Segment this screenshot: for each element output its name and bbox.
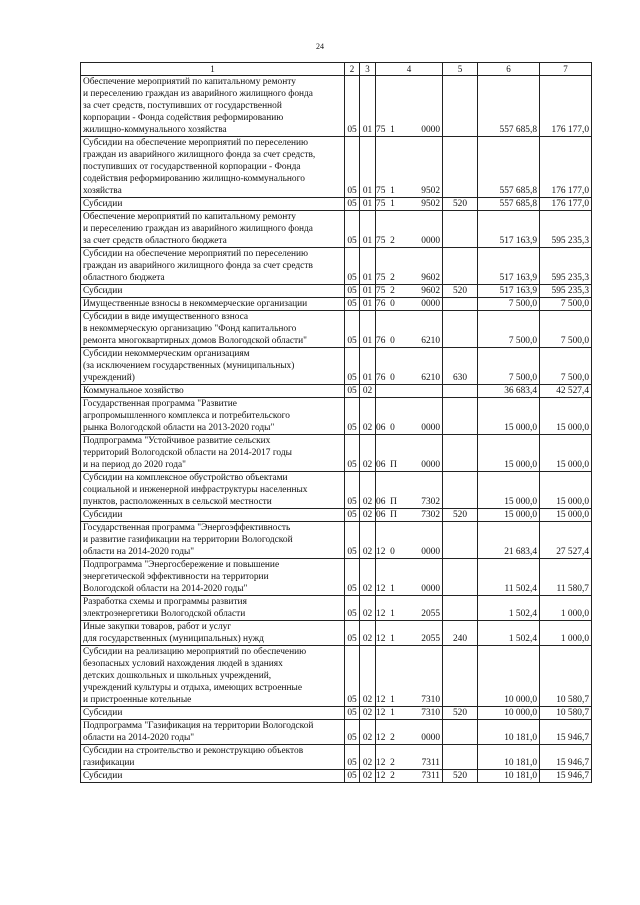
podrazdel-code: 01 [360, 137, 376, 198]
razdel-code: 05 [345, 137, 360, 198]
razdel-code: 05 [345, 646, 360, 707]
page-number: 24 [316, 42, 324, 51]
direction-code: 7310 [408, 707, 443, 720]
amount-col-6: 10 000,0 [478, 707, 540, 720]
program-code: 06 П [376, 435, 408, 472]
row-name: Субсидии в виде имущественного взноса в некоммерческую организацию "Фонд капитального ремонта многоквартирных домов Вологодской области" [81, 311, 345, 348]
direction-code: 0000 [408, 398, 443, 435]
podrazdel-code: 02 [360, 596, 376, 621]
program-code: 75 2 [376, 211, 408, 248]
razdel-code: 05 [345, 385, 360, 398]
expense-type-code [443, 435, 478, 472]
expense-type-code [443, 211, 478, 248]
amount-col-6: 10 181,0 [478, 720, 540, 745]
expense-type-code: 520 [443, 198, 478, 211]
program-code: 12 0 [376, 522, 408, 559]
expense-type-code [443, 311, 478, 348]
razdel-code: 05 [345, 298, 360, 311]
row-name: Субсидии на обеспечение мероприятий по переселению граждан из аварийного жилищного фонда за счет средств, поступивших от государственной корпорации - Фонда содействия реформированию жилищно-коммунального хозяйства [81, 137, 345, 198]
row-name: Субсидии [81, 770, 345, 783]
razdel-code: 05 [345, 621, 360, 646]
program-code: 76 0 [376, 348, 408, 385]
razdel-code: 05 [345, 198, 360, 211]
table-row [81, 348, 592, 385]
podrazdel-code: 02 [360, 646, 376, 707]
direction-code: 7302 [408, 509, 443, 522]
podrazdel-code: 02 [360, 472, 376, 509]
row-name: Субсидии [81, 285, 345, 298]
amount-col-7: 1 000,0 [540, 621, 592, 646]
razdel-code: 05 [345, 76, 360, 137]
podrazdel-code: 02 [360, 621, 376, 646]
direction-code: 9502 [408, 198, 443, 211]
expense-type-code [443, 522, 478, 559]
expense-type-code [443, 472, 478, 509]
podrazdel-code: 02 [360, 770, 376, 783]
amount-col-6: 517 163,9 [478, 285, 540, 298]
budget-table [80, 62, 592, 783]
razdel-code: 05 [345, 720, 360, 745]
header-col-6: 6 [478, 63, 540, 76]
expense-type-code: 630 [443, 348, 478, 385]
amount-col-7: 1 000,0 [540, 596, 592, 621]
direction-code: 7310 [408, 646, 443, 707]
table-row [81, 311, 592, 348]
razdel-code: 05 [345, 435, 360, 472]
amount-col-7: 15 000,0 [540, 472, 592, 509]
razdel-code: 05 [345, 745, 360, 770]
expense-type-code: 520 [443, 707, 478, 720]
amount-col-7: 176 177,0 [540, 76, 592, 137]
amount-col-6: 1 502,4 [478, 596, 540, 621]
header-col-5: 5 [443, 63, 478, 76]
table-row [81, 435, 592, 472]
amount-col-7: 15 946,7 [540, 745, 592, 770]
row-name: Субсидии [81, 509, 345, 522]
table-row [81, 198, 592, 211]
podrazdel-code: 02 [360, 435, 376, 472]
razdel-code: 05 [345, 285, 360, 298]
header-col-7: 7 [540, 63, 592, 76]
podrazdel-code: 02 [360, 522, 376, 559]
table-row [81, 621, 592, 646]
program-code: 12 1 [376, 707, 408, 720]
podrazdel-code: 02 [360, 707, 376, 720]
podrazdel-code: 01 [360, 298, 376, 311]
razdel-code: 05 [345, 509, 360, 522]
table-row [81, 720, 592, 745]
program-code: 75 2 [376, 285, 408, 298]
amount-col-7: 595 235,3 [540, 211, 592, 248]
podrazdel-code: 01 [360, 211, 376, 248]
program-code: 75 1 [376, 137, 408, 198]
program-code: 76 0 [376, 311, 408, 348]
row-name: Подпрограмма "Газификация на территории Вологодской области на 2014-2020 годы" [81, 720, 345, 745]
amount-col-7: 15 000,0 [540, 398, 592, 435]
row-name: Обеспечение мероприятий по капитальному ремонту и переселению граждан из аварийного жилищного фонда за счет средств областного бюджета [81, 211, 345, 248]
row-name: Субсидии некоммерческим организациям (за исключением государственных (муниципальных) учреждений) [81, 348, 345, 385]
table-row [81, 285, 592, 298]
expense-type-code: 240 [443, 621, 478, 646]
program-code: 06 П [376, 509, 408, 522]
header-col-4: 4 [376, 63, 443, 76]
program-code: 06 0 [376, 398, 408, 435]
expense-type-code [443, 298, 478, 311]
expense-type-code [443, 720, 478, 745]
expense-type-code [443, 76, 478, 137]
amount-col-6: 7 500,0 [478, 348, 540, 385]
program-code: 75 1 [376, 76, 408, 137]
program-code: 12 1 [376, 596, 408, 621]
row-name: Субсидии на реализацию мероприятий по обеспечению безопасных условий нахождения людей в зданиях детских дошкольных и школьных учреждений, учреждений культуры и отдыха, имеющих встроенные и пристроенные котельные [81, 646, 345, 707]
amount-col-7: 15 946,7 [540, 770, 592, 783]
direction-code: 0000 [408, 298, 443, 311]
amount-col-7: 15 946,7 [540, 720, 592, 745]
table-row [81, 385, 592, 398]
amount-col-7: 10 580,7 [540, 707, 592, 720]
amount-col-7: 15 000,0 [540, 509, 592, 522]
direction-code: 9602 [408, 285, 443, 298]
row-name: Имущественные взносы в некоммерческие организации [81, 298, 345, 311]
header-row [81, 63, 592, 76]
direction-code: 0000 [408, 720, 443, 745]
amount-col-6: 10 181,0 [478, 745, 540, 770]
expense-type-code: 520 [443, 285, 478, 298]
row-name: Подпрограмма "Устойчивое развитие сельских территорий Вологодской области на 2014-2017 годы и на период до 2020 года" [81, 435, 345, 472]
podrazdel-code: 02 [360, 745, 376, 770]
direction-code: 6210 [408, 348, 443, 385]
program-code: 12 1 [376, 646, 408, 707]
direction-code: 7311 [408, 745, 443, 770]
header-col-2: 2 [345, 63, 360, 76]
razdel-code: 05 [345, 707, 360, 720]
table-row [81, 248, 592, 285]
amount-col-6: 557 685,8 [478, 137, 540, 198]
razdel-code: 05 [345, 248, 360, 285]
amount-col-7: 595 235,3 [540, 248, 592, 285]
razdel-code: 05 [345, 348, 360, 385]
amount-col-7: 176 177,0 [540, 198, 592, 211]
row-name: Субсидии на обеспечение мероприятий по переселению граждан из аварийного жилищного фонда за счет средств областного бюджета [81, 248, 345, 285]
row-name: Субсидии [81, 707, 345, 720]
program-code [376, 385, 408, 398]
program-code: 06 П [376, 472, 408, 509]
amount-col-6: 11 502,4 [478, 559, 540, 596]
direction-code [408, 385, 443, 398]
table-row [81, 707, 592, 720]
program-code: 12 2 [376, 770, 408, 783]
razdel-code: 05 [345, 398, 360, 435]
amount-col-6: 1 502,4 [478, 621, 540, 646]
amount-col-6: 7 500,0 [478, 311, 540, 348]
podrazdel-code: 01 [360, 198, 376, 211]
podrazdel-code: 02 [360, 509, 376, 522]
program-code: 12 2 [376, 745, 408, 770]
expense-type-code: 520 [443, 509, 478, 522]
razdel-code: 05 [345, 522, 360, 559]
amount-col-7: 595 235,3 [540, 285, 592, 298]
podrazdel-code: 01 [360, 311, 376, 348]
program-code: 12 1 [376, 559, 408, 596]
row-name: Иные закупки товаров, работ и услуг для государственных (муниципальных) нужд [81, 621, 345, 646]
row-name: Субсидии [81, 198, 345, 211]
table-row [81, 509, 592, 522]
expense-type-code [443, 646, 478, 707]
table-row [81, 472, 592, 509]
table-row [81, 522, 592, 559]
amount-col-6: 557 685,8 [478, 198, 540, 211]
razdel-code: 05 [345, 472, 360, 509]
expense-type-code [443, 559, 478, 596]
amount-col-7: 15 000,0 [540, 435, 592, 472]
direction-code: 2055 [408, 596, 443, 621]
table-row [81, 298, 592, 311]
direction-code: 7302 [408, 472, 443, 509]
amount-col-6: 15 000,0 [478, 398, 540, 435]
row-name: Коммунальное хозяйство [81, 385, 345, 398]
podrazdel-code: 02 [360, 398, 376, 435]
program-code: 12 2 [376, 720, 408, 745]
amount-col-6: 36 683,4 [478, 385, 540, 398]
razdel-code: 05 [345, 311, 360, 348]
podrazdel-code: 01 [360, 348, 376, 385]
program-code: 75 2 [376, 248, 408, 285]
amount-col-6: 15 000,0 [478, 509, 540, 522]
expense-type-code [443, 596, 478, 621]
direction-code: 6210 [408, 311, 443, 348]
podrazdel-code: 01 [360, 248, 376, 285]
razdel-code: 05 [345, 211, 360, 248]
table-row [81, 211, 592, 248]
row-name: Субсидии на комплексное обустройство объектами социальной и инженерной инфраструктуры населенных пунктов, расположенных в сельской местности [81, 472, 345, 509]
direction-code: 7311 [408, 770, 443, 783]
amount-col-6: 10 181,0 [478, 770, 540, 783]
direction-code: 0000 [408, 76, 443, 137]
row-name: Государственная программа "Энергоэффективность и развитие газификации на территории Вологодской области на 2014-2020 годы" [81, 522, 345, 559]
table-row [81, 745, 592, 770]
podrazdel-code: 02 [360, 720, 376, 745]
expense-type-code [443, 137, 478, 198]
table-row [81, 137, 592, 198]
expense-type-code: 520 [443, 770, 478, 783]
razdel-code: 05 [345, 596, 360, 621]
row-name: Разработка схемы и программы развития электроэнергетики Вологодской области [81, 596, 345, 621]
razdel-code: 05 [345, 559, 360, 596]
expense-type-code [443, 398, 478, 435]
amount-col-6: 10 000,0 [478, 646, 540, 707]
direction-code: 9502 [408, 137, 443, 198]
razdel-code: 05 [345, 770, 360, 783]
row-name: Обеспечение мероприятий по капитальному ремонту и переселению граждан из аварийного жилищного фонда за счет средств, поступивших от государственной корпорации - Фонда содействия реформированию жилищно-коммунального хозяйства [81, 76, 345, 137]
table-row [81, 770, 592, 783]
amount-col-6: 7 500,0 [478, 298, 540, 311]
podrazdel-code: 01 [360, 76, 376, 137]
amount-col-7: 7 500,0 [540, 311, 592, 348]
row-name: Государственная программа "Развитие агропромышленного комплекса и потребительского рынка Вологодской области на 2013-2020 годы" [81, 398, 345, 435]
table-row [81, 398, 592, 435]
amount-col-7: 11 580,7 [540, 559, 592, 596]
direction-code: 0000 [408, 211, 443, 248]
header-col-3: 3 [360, 63, 376, 76]
program-code: 12 1 [376, 621, 408, 646]
podrazdel-code: 02 [360, 385, 376, 398]
direction-code: 0000 [408, 559, 443, 596]
amount-col-7: 176 177,0 [540, 137, 592, 198]
amount-col-7: 42 527,4 [540, 385, 592, 398]
direction-code: 0000 [408, 435, 443, 472]
expense-type-code [443, 385, 478, 398]
podrazdel-code: 02 [360, 559, 376, 596]
header-col-1: 1 [81, 63, 345, 76]
expense-type-code [443, 248, 478, 285]
table-row [81, 76, 592, 137]
amount-col-6: 517 163,9 [478, 248, 540, 285]
direction-code: 0000 [408, 522, 443, 559]
program-code: 75 1 [376, 198, 408, 211]
amount-col-6: 557 685,8 [478, 76, 540, 137]
amount-col-7: 27 527,4 [540, 522, 592, 559]
program-code: 76 0 [376, 298, 408, 311]
amount-col-6: 15 000,0 [478, 435, 540, 472]
amount-col-7: 7 500,0 [540, 348, 592, 385]
table-row [81, 596, 592, 621]
amount-col-6: 21 683,4 [478, 522, 540, 559]
amount-col-7: 10 580,7 [540, 646, 592, 707]
amount-col-6: 15 000,0 [478, 472, 540, 509]
direction-code: 2055 [408, 621, 443, 646]
row-name: Субсидии на строительство и реконструкцию объектов газификации [81, 745, 345, 770]
table-row [81, 559, 592, 596]
table-row [81, 646, 592, 707]
amount-col-7: 7 500,0 [540, 298, 592, 311]
row-name: Подпрограмма "Энергосбережение и повышение энергетической эффективности на территории Вологодской области на 2014-2020 годы" [81, 559, 345, 596]
expense-type-code [443, 745, 478, 770]
amount-col-6: 517 163,9 [478, 211, 540, 248]
direction-code: 9602 [408, 248, 443, 285]
podrazdel-code: 01 [360, 285, 376, 298]
